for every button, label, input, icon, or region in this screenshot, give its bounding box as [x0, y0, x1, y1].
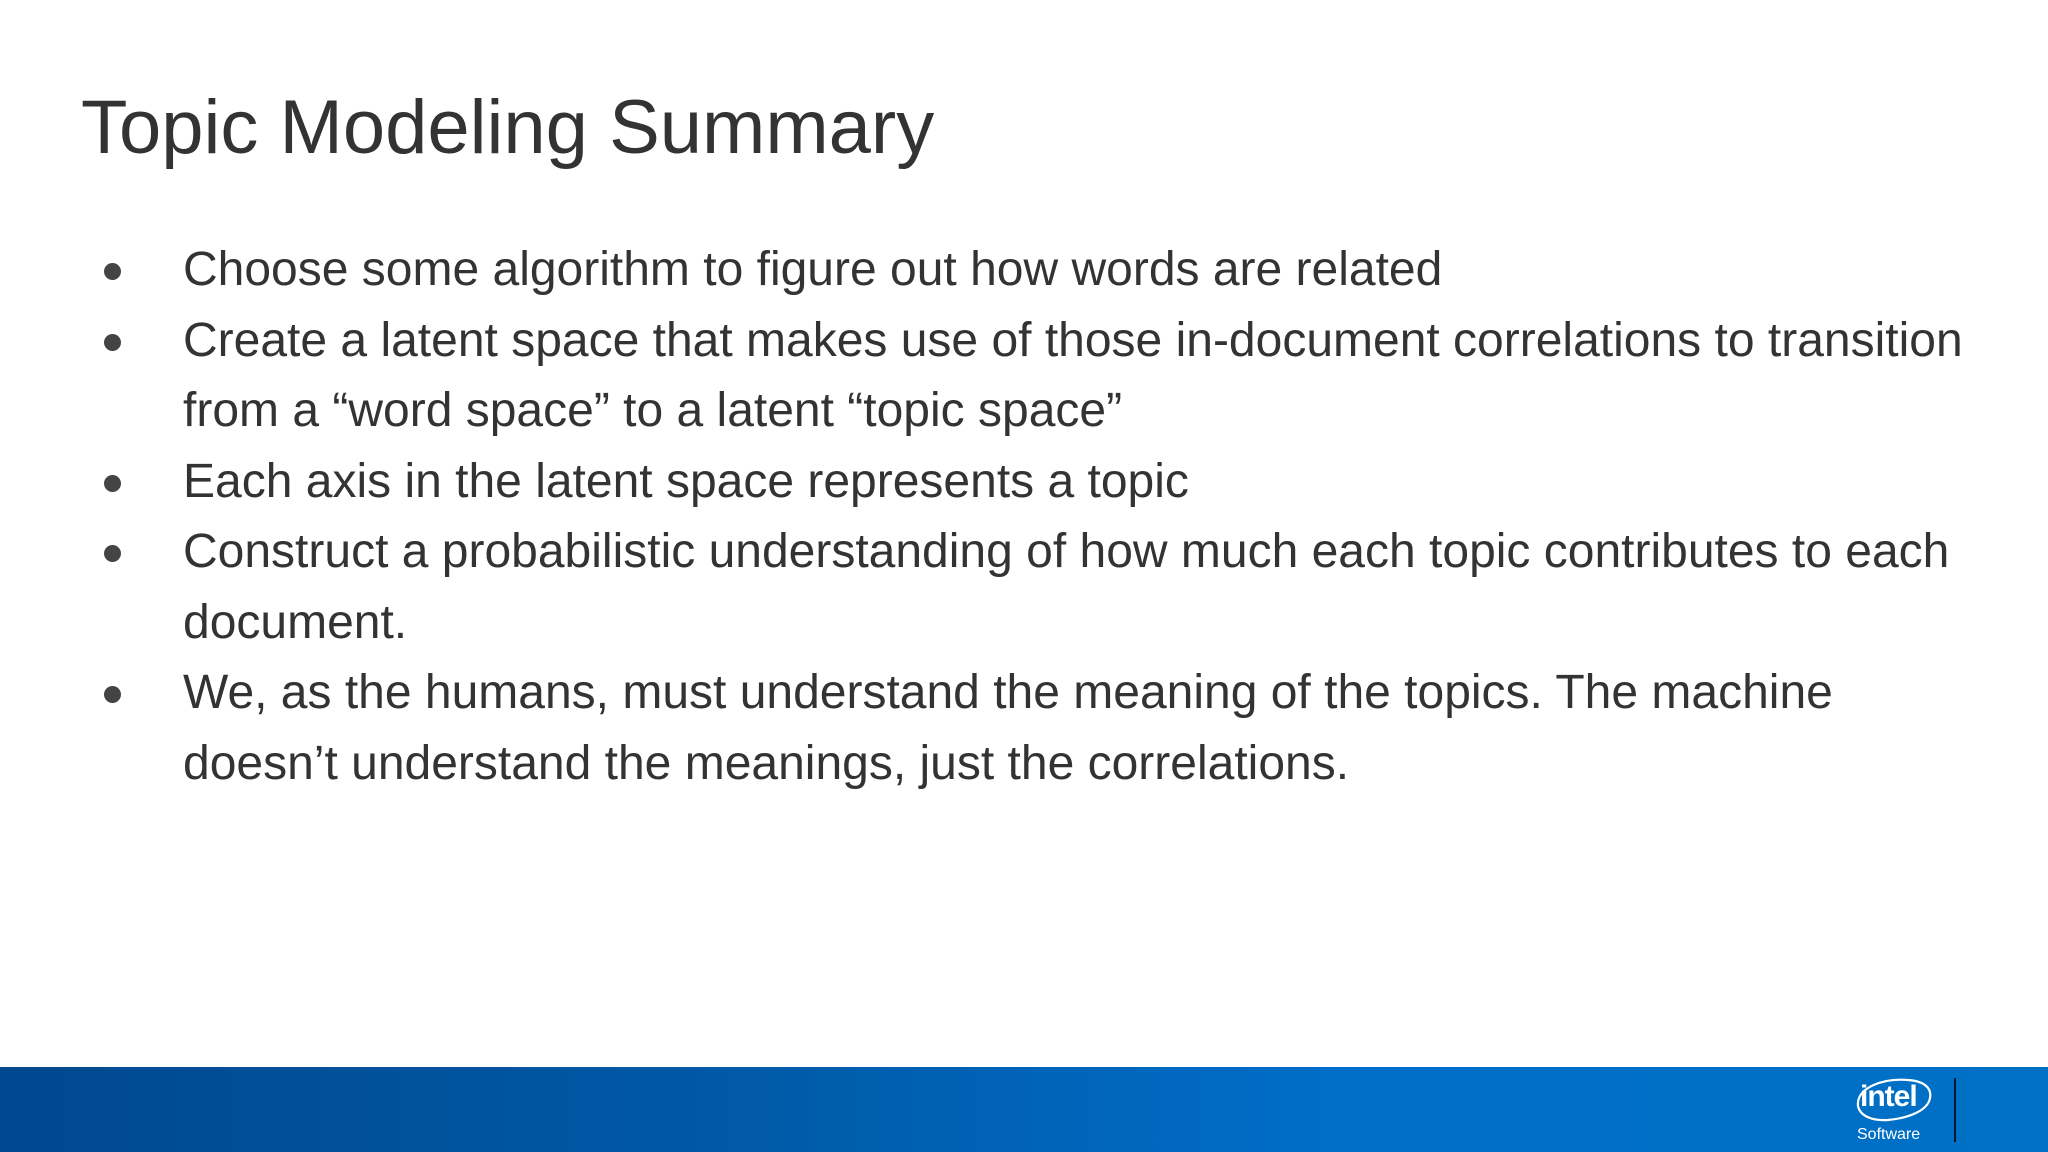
- intel-logo-text: intel: [1860, 1080, 1917, 1113]
- intel-logo: [1852, 1076, 1934, 1146]
- bullet-icon: [104, 475, 121, 492]
- bullet-icon: [104, 545, 121, 562]
- bullet-icon: [104, 686, 121, 703]
- intel-logo-subtext: Software: [1857, 1126, 1921, 1143]
- bullet-item: [95, 235, 1995, 306]
- slide-title: Topic Modeling Summary: [81, 85, 935, 170]
- bullet-item: [95, 447, 1995, 518]
- bullet-list: [95, 235, 1995, 799]
- bullet-text: Construct a probabilistic understanding of how much each topic contributes to each document.: [183, 525, 1950, 649]
- footer-bar: [0, 1067, 2048, 1152]
- bullet-text: Each axis in the latent space represents a topic: [183, 454, 1189, 508]
- bullet-text: Choose some algorithm to figure out how words are related: [183, 243, 1443, 296]
- bullet-item: [95, 306, 1995, 447]
- footer-divider: [1954, 1078, 1956, 1142]
- bullet-icon: [104, 263, 121, 280]
- bullet-item: [95, 658, 1995, 799]
- bullet-icon: [104, 334, 121, 351]
- bullet-text: Create a latent space that makes use of those in-document correlations to transition from a “word space” to a latent “topic space”: [183, 313, 1963, 437]
- bullet-text: We, as the humans, must understand the meaning of the topics. The machine doesn’t understand the meanings, just the correlations.: [183, 666, 1833, 790]
- bullet-item: [95, 517, 1995, 658]
